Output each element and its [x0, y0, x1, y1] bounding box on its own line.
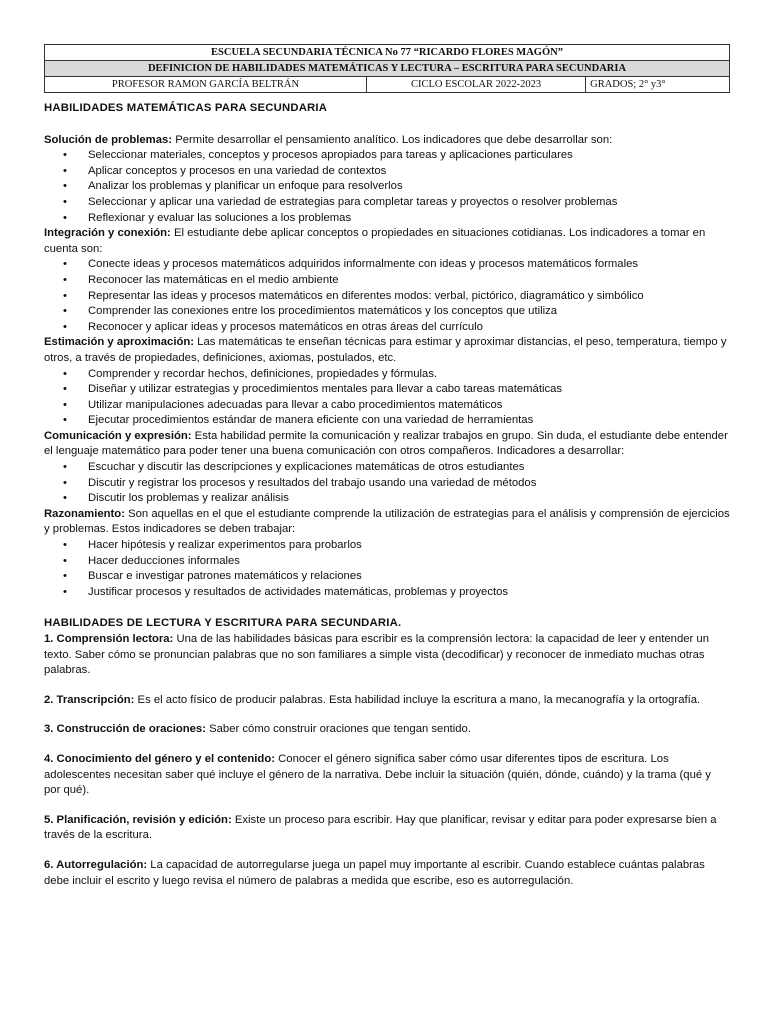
math-section-intro: [44, 507, 730, 538]
math-section-label: Razonamiento:: [44, 507, 125, 520]
school-name: ESCUELA SECUNDARIA TÉCNICA No 77 “RICARDO FLORES MAGÓN”: [45, 45, 730, 61]
math-indicator-item: • Hacer hipótesis y realizar experimentos para probarlos: [88, 538, 730, 554]
math-indicator-item: • Reflexionar y evaluar las soluciones a los problemas: [88, 211, 730, 227]
math-indicator-item: • Representar las ideas y procesos matemáticos en diferentes modos: verbal, pictórico, diagramático y simbólico: [88, 289, 730, 305]
math-section-label: Estimación y aproximación:: [44, 336, 195, 349]
math-section-intro: [44, 133, 730, 149]
reading-skill-text: Una de las habilidades básicas para escribir es la comprensión lectora: la capacidad de leer y entender un texto. Saber cómo se pronuncian palabras que no son familiares a simple vista (decodificar) y reconocer de inmediato muchas otras palabras.: [44, 633, 709, 677]
reading-skill-item: [44, 722, 730, 738]
reading-skill-text: Existe un proceso para escribir. Hay que planificar, revisar y editar para poder expresarse bien a través de la escritura.: [44, 813, 717, 842]
reading-section-title: HABILIDADES DE LECTURA Y ESCRITURA PARA SECUNDARIA.: [44, 617, 402, 630]
math-indicator-item: • Reconocer las matemáticas en el medio ambiente: [88, 273, 730, 289]
reading-skill-item: [44, 858, 730, 889]
reading-skill-text: La capacidad de autorregularse juega un papel muy importante al escribir. Cuando establece cuántas palabras debe incluir el escrito y luego revisa el número de palabras a medida que escribe, eso es autorregulación.: [44, 858, 705, 887]
math-indicator-list: [44, 148, 730, 226]
reading-skill-item: [44, 752, 730, 799]
reading-skill-label: 6. Autorregulación:: [44, 858, 148, 871]
math-indicator-list: [44, 538, 730, 600]
math-section-text: Permite desarrollar el pensamiento analítico. Los indicadores que debe desarrollar son:: [172, 133, 613, 146]
math-sections: [44, 133, 730, 601]
math-indicator-item: • Buscar e investigar patrones matemáticos y relaciones: [88, 569, 730, 585]
math-indicator-list: [44, 257, 730, 335]
math-indicator-item: • Conecte ideas y procesos matemáticos adquiridos informalmente con ideas y procesos matemáticos formales: [88, 257, 730, 273]
reading-skill-label: 5. Planificación, revisión y edición:: [44, 813, 232, 826]
math-indicator-item: • Ejecutar procedimientos estándar de manera eficiente con una variedad de herramientas: [88, 413, 730, 429]
reading-skill-item: [44, 693, 730, 709]
math-indicator-item: • Seleccionar materiales, conceptos y procesos apropiados para tareas y aplicaciones particulares: [88, 148, 730, 164]
math-indicator-item: • Discutir y registrar los procesos y resultados del trabajo usando una variedad de métodos: [88, 476, 730, 492]
document-body: [44, 101, 730, 889]
math-indicator-item: • Hacer deducciones informales: [88, 554, 730, 570]
math-section-intro: [44, 226, 730, 257]
math-section-text: Son aquellas en el que el estudiante comprende la utilización de estrategias para el análisis y comprensión de ejercicios y problemas. Estos indicadores se deben trabajar:: [44, 507, 730, 536]
math-indicator-item: • Aplicar conceptos y procesos en una variedad de contextos: [88, 164, 730, 180]
math-indicator-item: • Reconocer y aplicar ideas y procesos matemáticos en otras áreas del currículo: [88, 320, 730, 336]
math-indicator-item: • Analizar los problemas y planificar un enfoque para resolverlos: [88, 179, 730, 195]
document-page: [44, 44, 730, 903]
grades: GRADOS; 2° y3°: [586, 77, 730, 93]
math-indicator-list: [44, 367, 730, 429]
school-cycle: CICLO ESCOLAR 2022-2023: [366, 77, 585, 93]
reading-skill-text: Es el acto físico de producir palabras. Esta habilidad incluye la escritura a mano, la mecanografía y la ortografía.: [134, 693, 701, 706]
document-subtitle: DEFINICION DE HABILIDADES MATEMÁTICAS Y LECTURA – ESCRITURA PARA SECUNDARIA: [45, 61, 730, 77]
math-section-title: HABILIDADES MATEMÁTICAS PARA SECUNDARIA: [44, 102, 328, 114]
math-indicator-list: [44, 460, 730, 507]
reading-skill-label: 2. Transcripción:: [44, 693, 135, 706]
reading-skill-text: Saber cómo construir oraciones que tengan sentido.: [205, 723, 471, 736]
math-section-intro: [44, 429, 730, 460]
header-table: [44, 44, 730, 93]
math-indicator-item: • Utilizar manipulaciones adecuadas para llevar a cabo procedimientos matemáticos: [88, 398, 730, 414]
math-indicator-item: • Seleccionar y aplicar una variedad de estrategias para completar tareas y proyectos o resolver problemas: [88, 195, 730, 211]
math-section-text: Esta habilidad permite la comunicación y realizar trabajos en grupo. Sin duda, el estudiante debe entender el lenguaje matemático para poder tener una buena comunicación con otros compañeros. Indicadores a desarrollar:: [44, 429, 728, 458]
math-indicator-item: • Comprender y recordar hechos, definiciones, propiedades y fórmulas.: [88, 367, 730, 383]
math-indicator-item: • Comprender las conexiones entre los procedimientos matemáticos y los conceptos que utiliza: [88, 304, 730, 320]
math-indicator-item: • Justificar procesos y resultados de actividades matemáticas, problemas y proyectos: [88, 585, 730, 601]
math-section-label: Comunicación y expresión:: [44, 429, 192, 442]
reading-skill-label: 1. Comprensión lectora:: [44, 633, 174, 645]
math-section-text: Las matemáticas te enseñan técnicas para estimar y aproximar distancias, el peso, temperatura, tiempo y otros, a través de propiedades, definiciones, axiomas, postulados, etc.: [44, 336, 727, 364]
math-section-intro: [44, 335, 730, 366]
teacher-name: PROFESOR RAMON GARCÍA BELTRÁN: [45, 77, 367, 93]
reading-section: [44, 616, 730, 889]
reading-skill-item: [44, 813, 730, 844]
math-indicator-item: • Diseñar y utilizar estrategias y procedimientos mentales para llevar a cabo tareas matemáticas: [88, 382, 730, 398]
math-indicator-item: • Discutir los problemas y realizar análisis: [88, 491, 730, 507]
reading-items: [44, 632, 730, 889]
reading-skill-item: [44, 632, 730, 679]
math-section-text: El estudiante debe aplicar conceptos o propiedades en situaciones cotidianas. Los indicadores a tomar en cuenta son:: [44, 227, 706, 255]
reading-skill-label: 3. Construcción de oraciones:: [44, 723, 206, 736]
reading-skill-text: Conocer el género significa saber cómo usar diferentes tipos de escritura. Los adolescentes necesitan saber qué incluye el género de la narrativa. Debe incluir la situación (quién, dónde, cuándo) y la trama (qué y por qué).: [44, 752, 711, 797]
math-section-label: Solución de problemas:: [44, 133, 173, 146]
math-section-label: Integración y conexión:: [44, 227, 171, 240]
reading-skill-label: 4. Conocimiento del género y el contenido:: [44, 752, 275, 765]
math-indicator-item: • Escuchar y discutir las descripciones y explicaciones matemáticas de otros estudiantes: [88, 460, 730, 476]
